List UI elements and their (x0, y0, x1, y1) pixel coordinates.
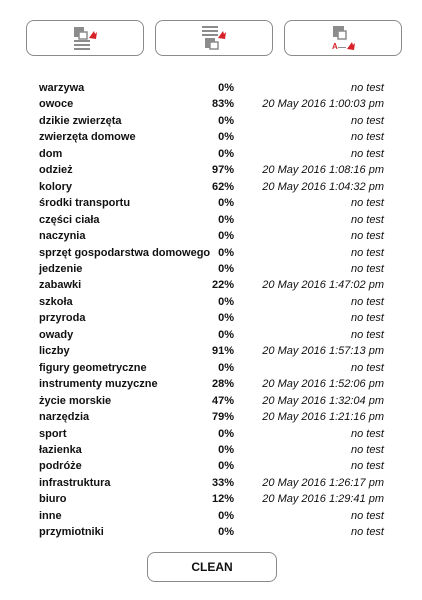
result-row (39, 327, 384, 343)
result-row (39, 475, 384, 491)
category-percent: 0% (218, 131, 234, 144)
category-percent: 0% (218, 230, 234, 243)
result-row (39, 146, 384, 162)
category-name: owady (39, 328, 74, 341)
category-name: szkoła (39, 295, 73, 308)
category-percent: 0% (218, 262, 234, 275)
test-result: 20 May 2016 1:52:06 pm (262, 378, 384, 391)
category-percent: 0% (218, 328, 234, 341)
test-result: 20 May 2016 1:08:16 pm (262, 164, 384, 177)
category-name: życie morskie (39, 394, 112, 407)
category-percent: 22% (211, 279, 234, 292)
results-list (39, 80, 384, 541)
result-row (39, 508, 384, 524)
category-percent: 12% (211, 493, 234, 506)
result-row (39, 277, 384, 293)
category-percent: 47% (211, 394, 234, 407)
category-name: jedzenie (39, 262, 83, 275)
sort-by-category-button[interactable] (26, 20, 144, 56)
result-row (39, 442, 384, 458)
category-name: podróże (39, 460, 82, 473)
test-result: no test (350, 427, 384, 440)
category-percent: 97% (211, 164, 234, 177)
test-result: no test (350, 147, 384, 160)
result-row (39, 343, 384, 359)
result-row (39, 310, 384, 326)
category-percent: 0% (218, 213, 234, 226)
sort-by-percentage-button[interactable] (155, 20, 273, 56)
test-result: no test (350, 509, 384, 522)
test-result: no test (350, 82, 384, 94)
result-row (39, 458, 384, 474)
result-row (39, 426, 384, 442)
category-percent: 91% (211, 345, 234, 358)
test-result: 20 May 2016 1:26:17 pm (262, 476, 384, 489)
test-result: no test (350, 197, 384, 210)
clean-button[interactable]: CLEAN (147, 552, 277, 582)
category-percent: 33% (211, 476, 234, 489)
test-result: no test (350, 295, 384, 308)
result-row (39, 129, 384, 145)
test-result: no test (350, 460, 384, 473)
category-percent: 83% (211, 98, 234, 111)
result-row (39, 524, 384, 540)
result-row (39, 376, 384, 392)
result-row (39, 212, 384, 228)
test-result: 20 May 2016 1:00:03 pm (262, 98, 384, 111)
category-name: sprzęt gospodarstwa domowego (39, 246, 211, 259)
result-row (39, 245, 384, 261)
category-name: dzikie zwierzęta (39, 114, 122, 127)
test-result: no test (350, 131, 384, 144)
result-row (39, 360, 384, 376)
category-name: biuro (39, 493, 67, 506)
test-result: 20 May 2016 1:29:41 pm (262, 493, 384, 506)
test-result: no test (350, 230, 384, 243)
test-result: no test (350, 312, 384, 325)
category-name: liczby (39, 345, 70, 358)
category-name: środki transportu (39, 197, 131, 210)
category-percent: 0% (218, 246, 234, 259)
result-row (39, 294, 384, 310)
category-percent: 28% (211, 378, 234, 391)
category-percent: 79% (211, 411, 234, 424)
category-name: warzywa (39, 82, 85, 94)
category-name: dom (39, 147, 63, 160)
test-result: 20 May 2016 1:32:04 pm (262, 394, 384, 407)
category-name: owoce (39, 98, 74, 111)
test-result: 20 May 2016 1:21:16 pm (262, 411, 384, 424)
result-row (39, 80, 384, 96)
category-percent: 0% (218, 460, 234, 473)
category-percent: 0% (218, 312, 234, 325)
sort-toolbar (0, 0, 422, 64)
result-row (39, 195, 384, 211)
result-row (39, 261, 384, 277)
test-result: no test (350, 246, 384, 259)
category-name: odzież (39, 164, 73, 177)
category-percent: 0% (218, 197, 234, 210)
test-result: no test (350, 328, 384, 341)
category-percent: 0% (218, 114, 234, 127)
category-percent: 0% (218, 295, 234, 308)
category-percent: 0% (218, 526, 234, 539)
category-percent: 62% (211, 180, 234, 193)
test-result: no test (350, 526, 384, 539)
test-result: no test (350, 114, 384, 127)
svg-text:A: A (332, 42, 338, 51)
result-row (39, 113, 384, 129)
test-result: 20 May 2016 1:47:02 pm (262, 279, 384, 292)
category-name: przyroda (39, 312, 86, 325)
result-row (39, 228, 384, 244)
sort-alphabetical-icon (328, 25, 358, 51)
category-name: zabawki (39, 279, 82, 292)
test-result: no test (350, 213, 384, 226)
sort-by-percentage-icon (199, 25, 229, 51)
result-row (39, 409, 384, 425)
category-name: łazienka (39, 443, 82, 456)
category-name: naczynia (39, 230, 86, 243)
sort-by-category-icon (70, 25, 100, 51)
category-name: przymiotniki (39, 526, 104, 539)
test-result: 20 May 2016 1:57:13 pm (262, 345, 384, 358)
category-name: kolory (39, 180, 73, 193)
category-name: infrastruktura (39, 476, 111, 489)
category-name: inne (39, 509, 62, 522)
result-row (39, 162, 384, 178)
test-result: no test (350, 361, 384, 374)
category-name: zwierzęta domowe (39, 131, 136, 144)
category-percent: 0% (218, 427, 234, 440)
result-row (39, 393, 384, 409)
category-name: narzędzia (39, 411, 90, 424)
result-row (39, 179, 384, 195)
category-percent: 0% (218, 147, 234, 160)
sort-alphabetical-button[interactable] (284, 20, 402, 56)
test-result: no test (350, 443, 384, 456)
category-name: instrumenty muzyczne (39, 378, 158, 391)
result-row (39, 491, 384, 507)
test-result: no test (350, 262, 384, 275)
category-name: figury geometryczne (39, 361, 147, 374)
category-percent: 0% (218, 82, 234, 94)
category-name: sport (39, 427, 67, 440)
category-percent: 0% (218, 361, 234, 374)
test-result: 20 May 2016 1:04:32 pm (262, 180, 384, 193)
category-percent: 0% (218, 509, 234, 522)
category-name: części ciała (39, 213, 100, 226)
result-row (39, 96, 384, 112)
category-percent: 0% (218, 443, 234, 456)
